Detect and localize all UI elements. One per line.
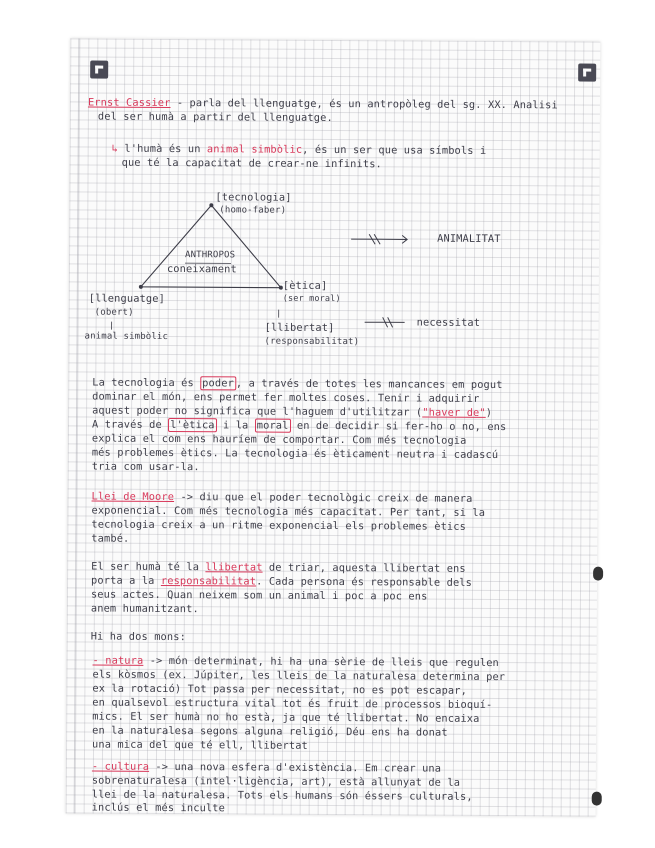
moore-line-1: Llei de Moore -> diu que el poder tecnològic creix de manera	[91, 490, 473, 505]
label-tecnologia: [tecnologia]	[215, 191, 292, 204]
label-animal-simbolic: animal simbòlic	[84, 331, 169, 342]
label-coneixament: coneixament	[166, 262, 237, 276]
tech-line-7: tria com usar-la.	[91, 460, 200, 474]
label-llibertat: [llibertat]	[264, 321, 335, 335]
symbolic-line-1: ↳ l'humà és un animal simbòlic, és un ser que usa símbols i	[111, 142, 487, 157]
binder-hole	[593, 567, 603, 581]
label-homo-faber: (homo-faber)	[219, 205, 287, 216]
cassier-line-1: Ernst Cassier - parla del llenguatge, és un antropòleg del sg. XX. Analisi	[87, 96, 558, 112]
llibertat-line-3: seus actes. Quan neixem som un animal i poc a poc ens	[90, 588, 428, 603]
natura-line-1: - natura -> món determinat, hi ha una sèrie de lleis que regulen	[92, 654, 499, 670]
tech-line-5: explica el com ens hauríem de comportar. Com més tecnologia	[91, 432, 467, 447]
natura-line-6: en la naturalesa segons alguna religió, Déu ens ha donat	[92, 724, 448, 739]
llibertat-line-1: El ser humà té la llibertat de triar, aquesta llibertat ens	[91, 560, 466, 575]
moore-line-3: tecnologia creix a un ritme exponencial els problemes ètics	[91, 518, 467, 533]
cultura-line-1: - cultura -> una nova esfera d'existència. Em crear una	[91, 760, 442, 775]
notebook-page	[66, 38, 601, 816]
anthropos-diagram	[68, 38, 600, 361]
cultura-line-4: inclús el més inculte	[91, 801, 226, 815]
natura-line-3: ex la rotació) Tot passa per necessitat, no es pot escapar,	[92, 682, 468, 697]
tech-line-4: A través de l'ètica i la moral en de decidir si fer-ho o no, ens	[91, 418, 507, 434]
label-llenguatge: [llenguatge]	[88, 292, 166, 305]
label-obert: (obert)	[94, 307, 134, 318]
label-necessitat: necessitat	[416, 316, 481, 329]
natura-line-7: una mica del que té ell, llibertat	[92, 738, 308, 752]
tech-line-2: dominar el món, ens permet fer moltes coses. Tenir i adquirir	[92, 390, 480, 405]
label-etica: [ètica]	[282, 279, 328, 292]
tech-line-1: La tecnologia és poder , a través de totes les mancances em pogut	[92, 376, 503, 392]
symbolic-line-2: que té la capacitat de crear-ne infinits.	[121, 156, 382, 171]
cultura-line-2: sobrenaturalesa (intel·ligència, art), està allunyat de la	[91, 774, 461, 789]
moore-line-4: també.	[91, 532, 130, 545]
label-animalitat: ANIMALITAT	[437, 232, 501, 246]
tech-line-6: més problemes ètics. La tecnologia és èticament neutra i cadascú	[91, 446, 499, 462]
natura-line-2: els kòsmos (ex. Júpiter, les lleis de la naturalesa determina per	[92, 668, 506, 684]
cultura-line-3: llei de la naturalesa. Tots els humans són éssers culturals,	[91, 788, 473, 803]
label-responsabilitat: (responsabilitat)	[264, 336, 360, 348]
llibertat-line-4: anem humanitzant.	[90, 602, 199, 616]
moore-line-2: exponencial. Com més tecnologia més capacitat. Per tant, si la	[91, 504, 486, 519]
llibertat-line-2: porta a la responsabilitat. Cada persona és responsable dels	[91, 574, 473, 589]
tech-line-3: aquest poder no significa que l'haguem d'utilitzar ("haver de")	[92, 404, 493, 419]
natura-line-5: mics. El ser humà no ho està, ja que té llibertat. No encaixa	[92, 710, 480, 725]
dos-mons-heading: Hi ha dos mons:	[90, 630, 187, 644]
cassier-line-2: del ser humà a partir del llenguatge.	[97, 110, 333, 124]
label-ser-moral: (ser moral)	[282, 293, 341, 305]
label-anthropos: ANTHROPOS	[185, 250, 236, 261]
natura-line-4: en qualsevol estructura vital tot és fruit de processos bioquí-	[92, 696, 493, 711]
binder-hole	[592, 792, 602, 806]
